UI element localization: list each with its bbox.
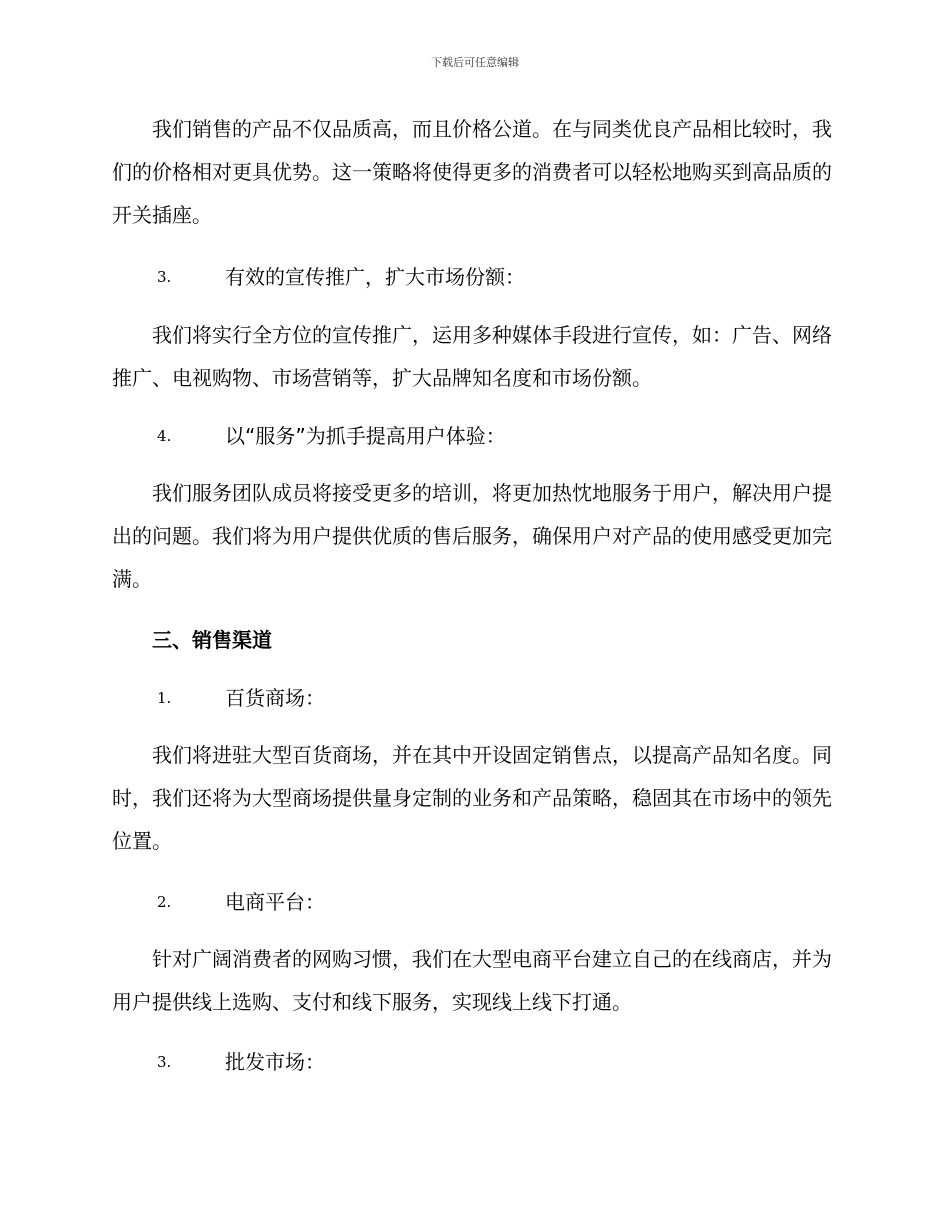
- list-item-promotion: [112, 262, 832, 292]
- list-number: 3.: [157, 268, 172, 286]
- list-item-department-store: [112, 683, 832, 713]
- list-item-ecommerce: [112, 887, 832, 917]
- list-number: 4.: [157, 427, 172, 445]
- list-item-wholesale: [112, 1047, 832, 1077]
- list-item-label: 百货商场：: [225, 686, 325, 710]
- section-heading: 三、销售渠道: [152, 628, 272, 652]
- list-item-label: 有效的宣传推广，扩大市场份额：: [225, 265, 525, 289]
- list-number: 3.: [157, 1053, 172, 1071]
- list-item-label: 以“服务”为抓手提高用户体验：: [225, 424, 506, 448]
- paragraph-promotion: 我们将实行全方位的宣传推广，运用多种媒体手段进行宣传，如：广告、网络推广、电视购物、市场营销等，扩大品牌知名度和市场份额。: [112, 323, 832, 390]
- page-header: 下载后可任意编辑: [431, 56, 519, 69]
- list-item-service: [112, 421, 832, 451]
- paragraph-pricing: 我们销售的产品不仅品质高，而且价格公道。在与同类优良产品相比较时，我们的价格相对更具优势。这一策略将使得更多的消费者可以轻松地购买到高品质的开关插座。: [112, 117, 832, 227]
- list-number: 2.: [157, 893, 172, 911]
- paragraph-service: 我们服务团队成员将接受更多的培训，将更加热忱地服务于用户，解决用户提出的问题。我们将为用户提供优质的售后服务，确保用户对产品的使用感受更加完满。: [112, 481, 832, 591]
- list-item-label: 电商平台：: [225, 890, 325, 914]
- paragraph-ecommerce: 针对广阔消费者的网购习惯，我们在大型电商平台建立自己的在线商店，并为用户提供线上选购、支付和线下服务，实现线上线下打通。: [112, 947, 832, 1014]
- list-item-label: 批发市场：: [225, 1050, 325, 1074]
- list-number: 1.: [157, 689, 172, 707]
- paragraph-department-store: 我们将进驻大型百货商场，并在其中开设固定销售点，以提高产品知名度。同时，我们还将为大型商场提供量身定制的业务和产品策略，稳固其在市场中的领先位置。: [112, 743, 832, 853]
